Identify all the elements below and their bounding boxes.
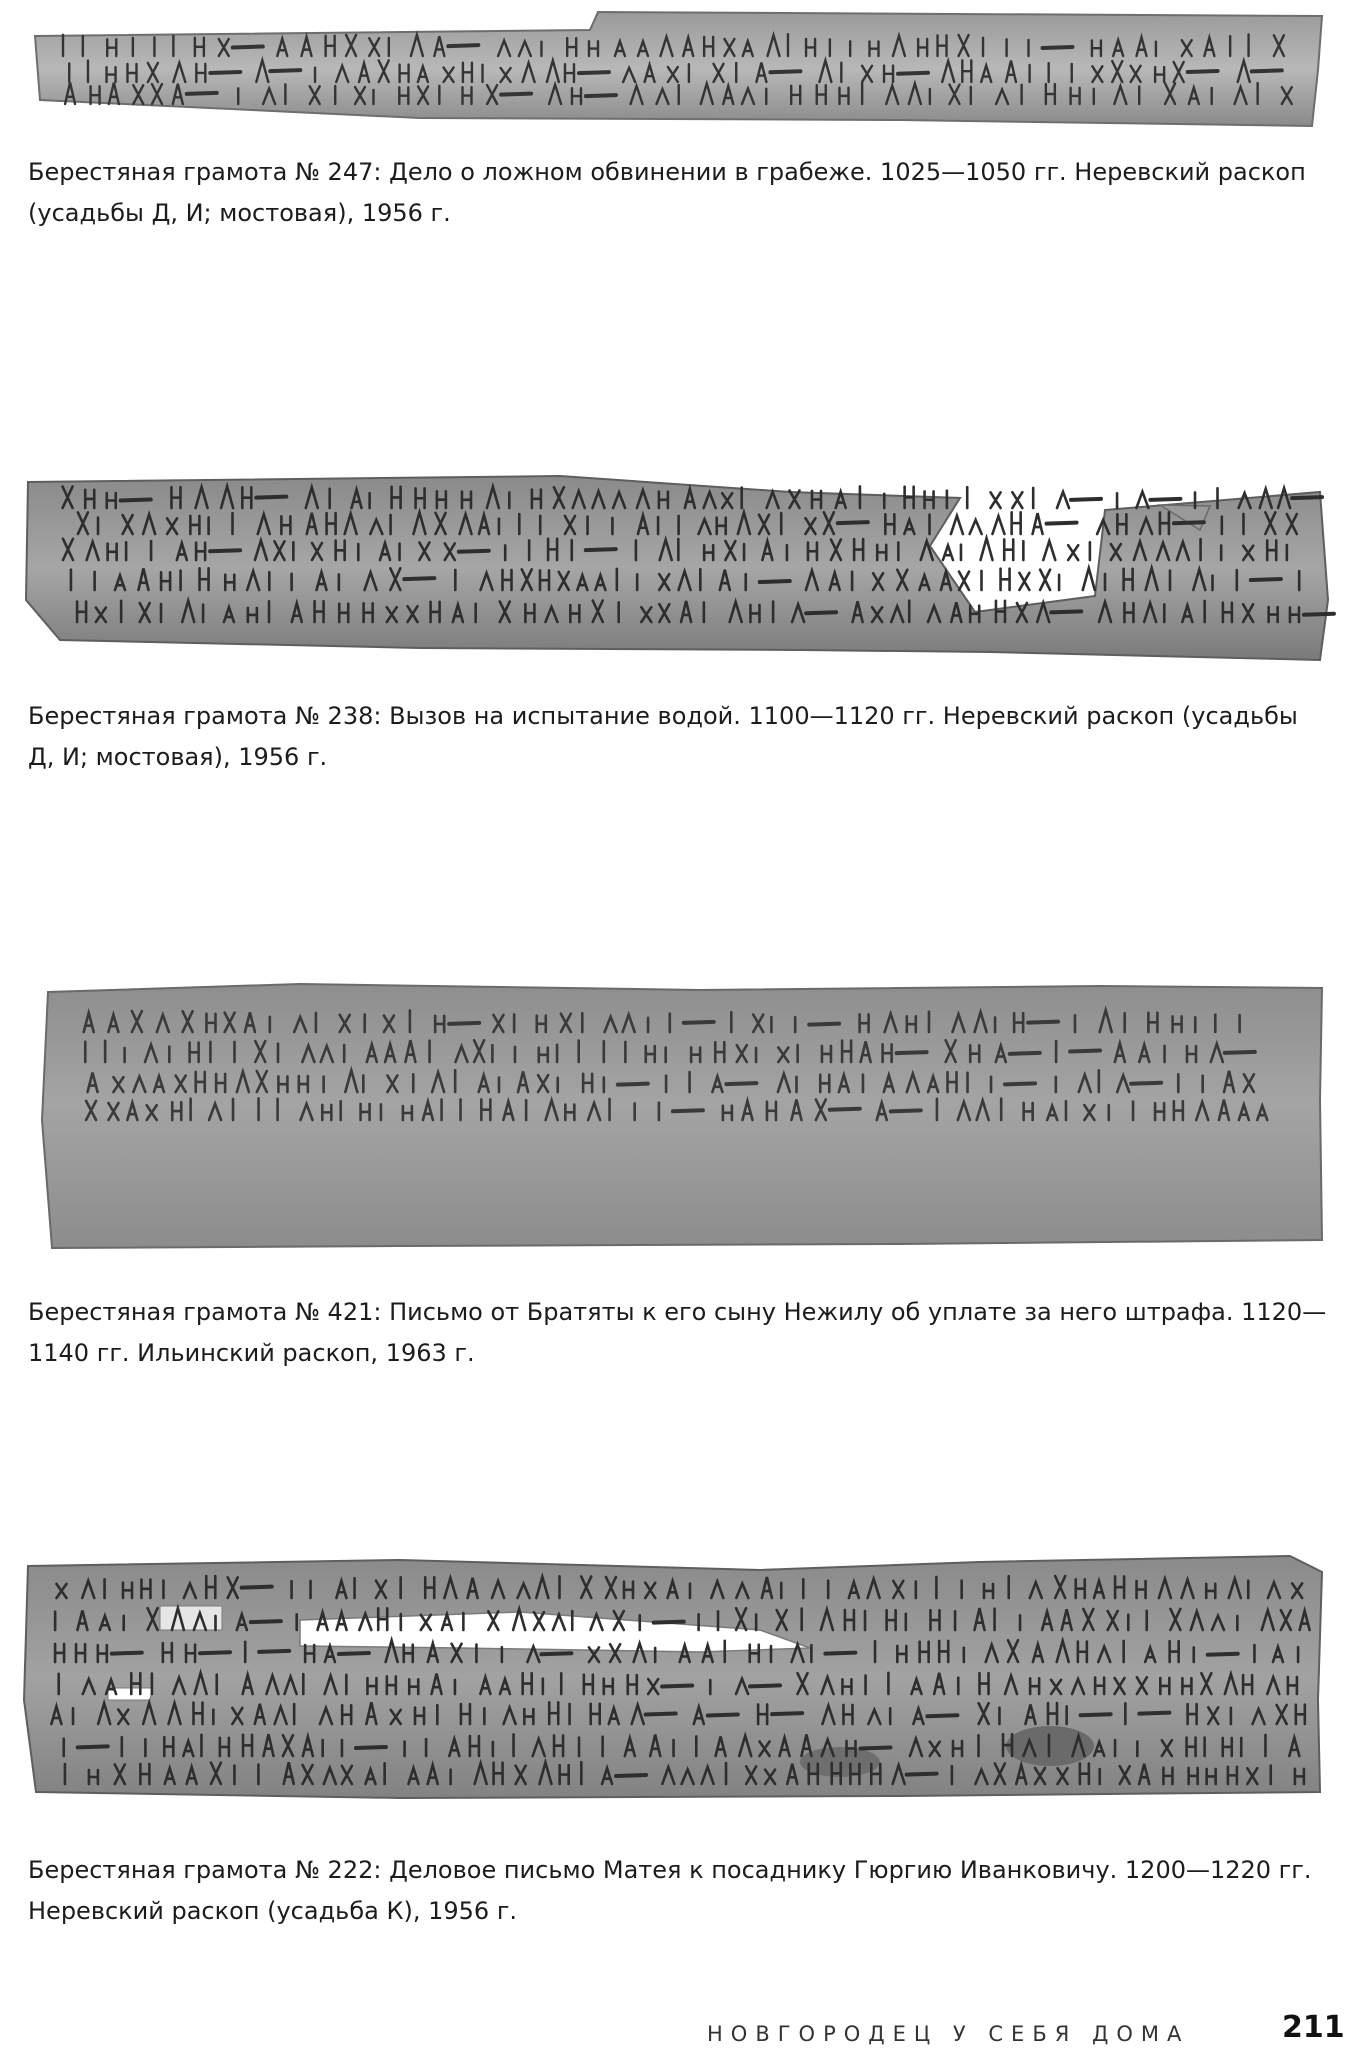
incised-line	[825, 1653, 855, 1654]
caption-238: Берестяная грамота № 238: Вызов на испытание водой. 1100—1120 гг. Неревский раскоп (усадьбы Д, И; мостовая), 1956 г.	[28, 702, 1298, 771]
incised-line	[662, 1686, 692, 1687]
page-number: 211	[1282, 2010, 1345, 2045]
incised-line	[1139, 1713, 1169, 1714]
incised-line	[861, 1747, 891, 1748]
incised-line	[708, 1714, 738, 1715]
incised-line	[646, 1714, 676, 1715]
incised-line	[616, 1775, 646, 1776]
incised-line	[251, 1621, 281, 1622]
incised-line	[1081, 1714, 1111, 1715]
caption-222: Берестяная грамота № 222: Деловое письмо Матея к посаднику Гюргию Иванковичу. 1200—1220 гг. Неревский раскоп (усадьба К), 1956 г.	[28, 1856, 1312, 1925]
incised-line	[112, 1653, 142, 1654]
incised-line	[356, 1747, 386, 1748]
incised-line	[339, 1653, 369, 1654]
incised-line	[541, 1653, 571, 1654]
incised-line	[242, 1587, 272, 1588]
caption-421: Берестяная грамота № 421: Письмо от Братяты к его сыну Нежилу об уплате за него штрафа. 1120—1140 гг. Ильинский раскоп, 1963 г.	[28, 1298, 1327, 1367]
incised-line	[907, 1774, 937, 1775]
caption-247: Берестяная грамота № 247: Дело о ложном обвинении в грабеже. 1025—1050 гг. Неревский раскоп (усадьбы Д, И; мостовая), 1956 г.	[28, 158, 1306, 227]
incised-line	[927, 1715, 957, 1716]
incised-line	[750, 1685, 780, 1686]
incised-line	[78, 1746, 108, 1747]
incised-line	[772, 1713, 802, 1714]
running-title: НОВГОРОДЕЦ У СЕБЯ ДОМА	[707, 2022, 1190, 2046]
incised-line	[1208, 1654, 1238, 1655]
incised-line	[200, 1652, 230, 1653]
incised-line	[259, 1651, 289, 1652]
incised-line	[654, 1622, 684, 1623]
